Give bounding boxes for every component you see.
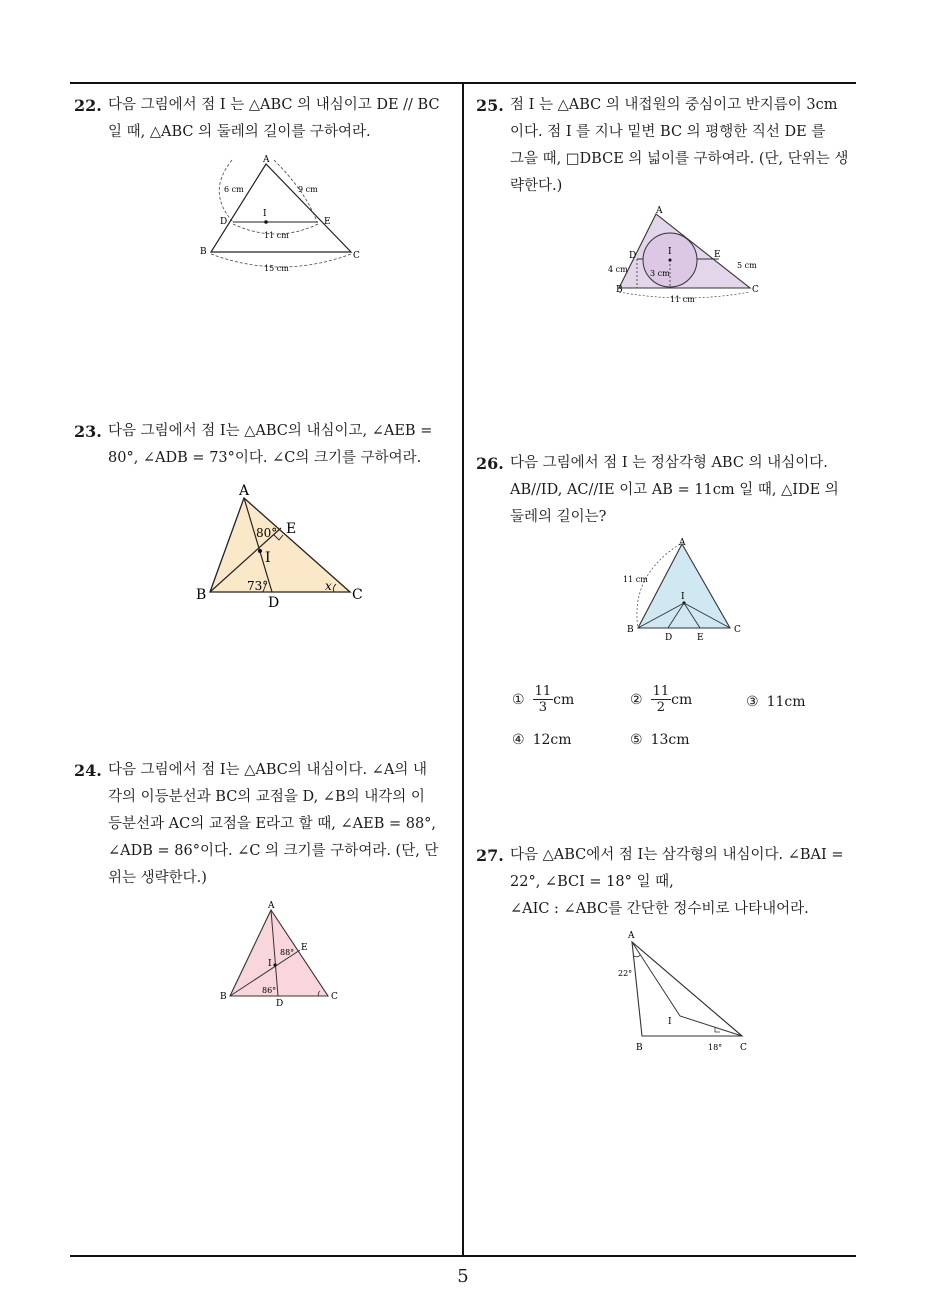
choice-mark: ② xyxy=(630,691,643,708)
problem-text xyxy=(108,92,458,146)
choice-3[interactable] xyxy=(746,694,806,710)
problem-27-figure xyxy=(612,928,762,1058)
text-line: 략한다.) xyxy=(510,178,563,194)
label-ab: 11 cm xyxy=(623,575,648,584)
problem-number: 27. xyxy=(476,846,504,865)
label-i: I xyxy=(265,550,271,566)
label-a: A xyxy=(263,155,270,165)
label-angle-c: 18° xyxy=(708,1043,723,1052)
text-line: 이다. 점 I 를 지나 밑변 BC 의 평행한 직선 DE 를 xyxy=(510,124,826,140)
problem-text xyxy=(108,757,458,892)
label-c: C xyxy=(353,251,360,261)
text-line: 각의 이등분선과 BC의 교점을 D, ∠B의 내각의 이 xyxy=(108,789,425,805)
choice-5[interactable] xyxy=(630,732,690,748)
label-bc: 11 cm xyxy=(670,295,695,304)
fraction xyxy=(651,684,672,715)
text-line: 80°, ∠ADB = 73°이다. ∠C의 크기를 구하여라. xyxy=(108,450,422,466)
unit: cm xyxy=(553,691,575,708)
problem-22-figure xyxy=(196,152,376,282)
fraction xyxy=(533,684,554,715)
problem-26-figure xyxy=(620,536,750,646)
text-line: 22°, ∠BCI = 18° 일 때, xyxy=(510,874,674,890)
choice-mark: ⑤ xyxy=(630,732,643,748)
label-b: B xyxy=(627,625,634,635)
label-angle-d: 86° xyxy=(262,986,277,995)
label-a: A xyxy=(268,901,275,911)
choice-text: 12cm xyxy=(532,732,572,748)
choice-text: 13cm xyxy=(650,732,690,748)
problem-number: 23. xyxy=(74,422,102,441)
text-line: 등분선과 AC의 교점을 E라고 할 때, ∠AEB = 88°, xyxy=(108,816,437,832)
problem-text xyxy=(510,92,860,200)
problem-number: 26. xyxy=(476,454,504,473)
label-ad: 6 cm xyxy=(224,185,244,194)
text-line: 점 I 는 △ABC 의 내접원의 중심이고 반지름이 3cm xyxy=(510,97,838,113)
label-d: D xyxy=(629,251,637,261)
label-angle-a: 22° xyxy=(618,969,633,978)
label-angle-c: x xyxy=(325,579,332,593)
label-angle-e: 80° xyxy=(256,526,278,540)
label-i: I xyxy=(668,1017,672,1027)
unit: cm xyxy=(671,691,693,708)
problem-text xyxy=(510,842,860,923)
label-i: I xyxy=(268,959,272,969)
text-line: 위는 생략한다.) xyxy=(108,870,207,886)
label-e: E xyxy=(714,250,721,260)
label-c: C xyxy=(734,625,741,635)
label-a: A xyxy=(656,206,663,216)
choice-4[interactable] xyxy=(512,732,572,748)
label-angle-d: 73° xyxy=(247,579,269,593)
label-c: C xyxy=(331,992,338,1002)
text-line: ∠ADB = 86°이다. ∠C 의 크기를 구하여라. (단, 단 xyxy=(108,843,439,859)
text-line: 다음 그림에서 점 I 는 △ABC 의 내심이고 DE // BC xyxy=(108,97,440,113)
label-c: C xyxy=(352,587,363,603)
label-d: D xyxy=(220,217,228,227)
problem-24-figure xyxy=(216,898,346,1013)
choice-mark: ① xyxy=(512,691,525,708)
problem-number: 22. xyxy=(74,96,102,115)
problem-number: 25. xyxy=(476,96,504,115)
choice-text: 11cm xyxy=(766,694,806,710)
problem-23-figure xyxy=(194,480,374,610)
label-a: A xyxy=(239,483,250,499)
numerator: 11 xyxy=(652,684,670,699)
text-line: 다음 그림에서 점 I는 △ABC의 내심이고, ∠AEB = xyxy=(108,423,433,439)
label-b: B xyxy=(196,587,207,603)
problem-25-figure xyxy=(604,204,764,306)
label-d: D xyxy=(268,595,280,610)
label-d: D xyxy=(276,999,284,1009)
choice-2[interactable] xyxy=(630,684,692,715)
text-line: AB//ID, AC//IE 이고 AB = 11cm 일 때, △IDE 의 xyxy=(510,482,839,498)
text-line: 다음 그림에서 점 I 는 정삼각형 ABC 의 내심이다. xyxy=(510,455,828,471)
numerator: 11 xyxy=(534,684,552,699)
label-bc: 15 cm xyxy=(264,264,289,273)
text-line: ∠AIC : ∠ABC를 간단한 정수비로 나타내어라. xyxy=(510,901,809,917)
label-i: I xyxy=(668,247,672,257)
label-i: I xyxy=(681,592,685,602)
label-e: E xyxy=(324,217,331,227)
choice-1[interactable] xyxy=(512,684,574,715)
label-a: A xyxy=(628,931,635,941)
denominator: 3 xyxy=(538,700,547,715)
label-e: E xyxy=(697,633,704,643)
label-b: B xyxy=(200,247,207,257)
label-r: 3 cm xyxy=(650,269,670,278)
label-c: C xyxy=(740,1043,747,1053)
choice-mark: ③ xyxy=(746,694,759,710)
problem-text xyxy=(510,450,860,531)
choice-mark: ④ xyxy=(512,732,525,748)
label-e: E xyxy=(301,943,308,953)
label-i: I xyxy=(263,209,267,219)
label-db: 4 cm xyxy=(608,265,628,274)
label-b: B xyxy=(616,285,623,295)
label-angle-e: 88° xyxy=(280,948,295,957)
denominator: 2 xyxy=(656,700,665,715)
problem-text xyxy=(108,418,458,472)
label-b: B xyxy=(636,1043,643,1053)
label-c: C xyxy=(752,285,759,295)
text-line: 다음 그림에서 점 I는 △ABC의 내심이다. ∠A의 내 xyxy=(108,762,427,778)
label-de: 11 cm xyxy=(264,231,289,240)
label-ae: 9 cm xyxy=(298,185,318,194)
page-number: 5 xyxy=(457,1266,469,1287)
text-line: 둘레의 길이는? xyxy=(510,509,607,525)
label-a: A xyxy=(679,538,686,548)
text-line: 일 때, △ABC 의 둘레의 길이를 구하여라. xyxy=(108,124,371,140)
bottom-rule xyxy=(70,1255,856,1257)
label-b: B xyxy=(220,992,227,1002)
column-divider xyxy=(462,82,464,1257)
label-e: E xyxy=(286,521,297,537)
text-line: 다음 △ABC에서 점 I는 삼각형의 내심이다. ∠BAI = xyxy=(510,847,844,863)
text-line: 그을 때, □DBCE 의 넓이를 구하여라. (단, 단위는 생 xyxy=(510,151,849,167)
label-d: D xyxy=(665,633,673,643)
label-ec: 5 cm xyxy=(737,261,757,270)
problem-number: 24. xyxy=(74,761,102,780)
